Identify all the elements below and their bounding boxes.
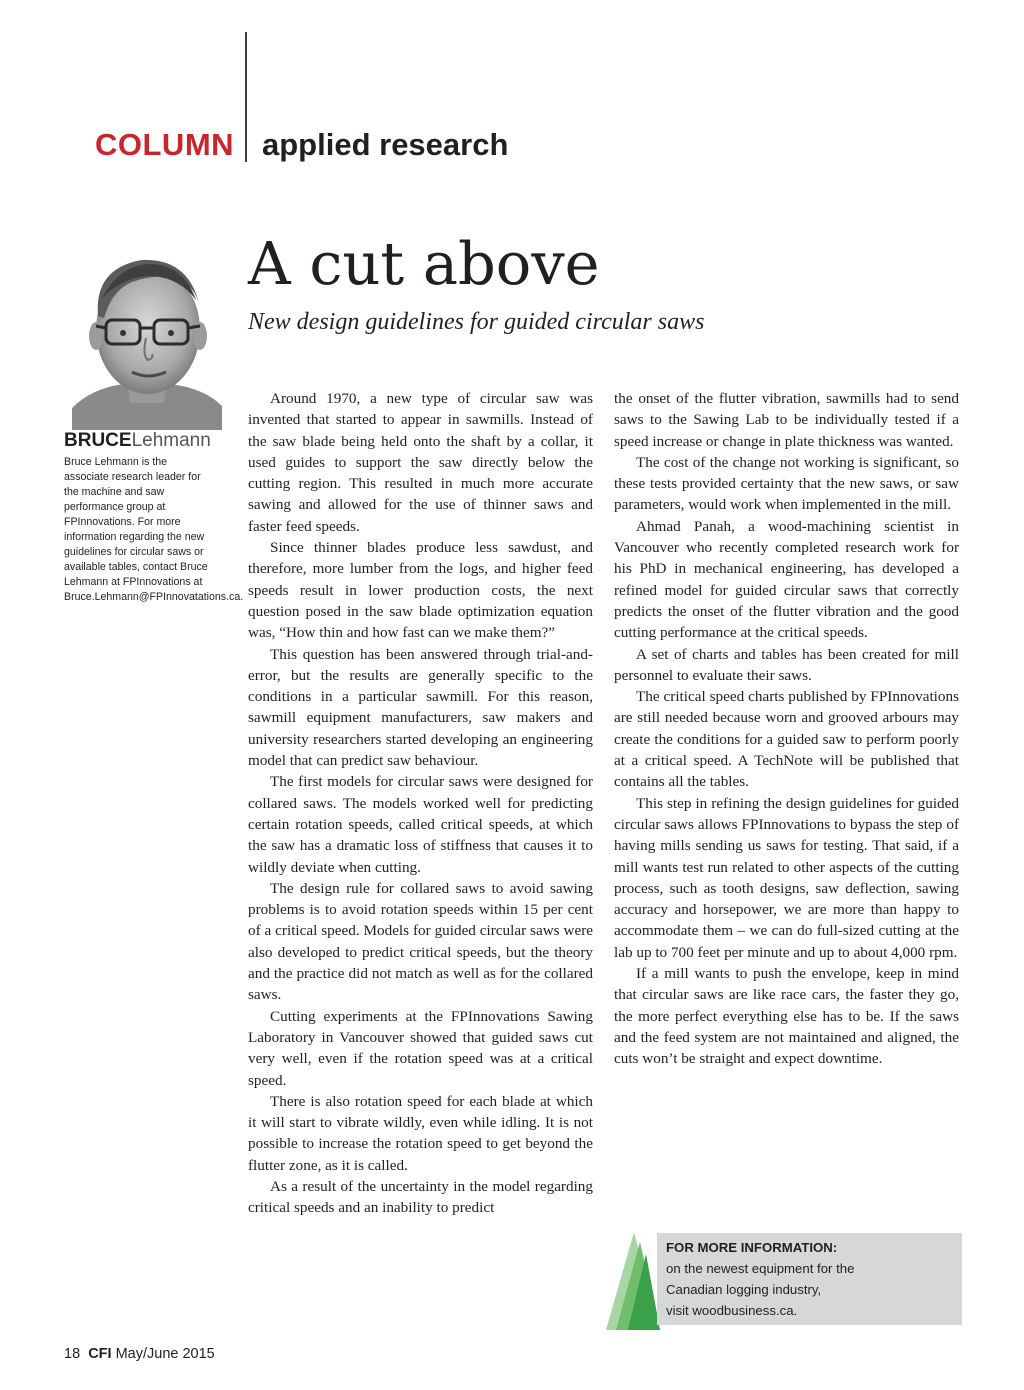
author-first-name: BRUCE	[64, 430, 132, 451]
paragraph: Cutting experiments at the FPInnovations Sawing Laboratory in Vancouver showed that guided saws cut very well, even if the rotation speed was at a critical speed.	[248, 1007, 593, 1089]
info-box-text	[666, 1237, 956, 1321]
paragraph: Since thinner blades produce less sawdust, and therefore, more lumber from the logs, and higher feed speeds result in lower production costs, the next question posed in the saw blade optimization equation was, “How thin and how fast can we make them?”	[248, 539, 593, 642]
paragraph: A set of charts and tables has been created for mill personnel to evaluate their saws.	[614, 645, 959, 684]
paragraph: The critical speed charts published by FPInnovations are still needed because worn and grooved arbours may create the conditions for a guided saw to perform poorly at a critical speed. A TechNote will be published that contains all the tables.	[614, 688, 959, 791]
paragraph: The first models for circular saws were designed for collared saws. The models worked well for predicting certain rotation speeds, called critical speeds, at which the saw has a dramatic loss of stiffness that causes it to wildly deviate when cutting.	[248, 773, 593, 876]
article-column-1	[248, 388, 593, 1219]
author-name	[64, 430, 211, 452]
info-box-title: FOR MORE INFORMATION:	[666, 1240, 838, 1255]
paragraph: Around 1970, a new type of circular saw was invented that started to appear in sawmills. Instead of the saw blade being held onto the shaft by a collar, it used guides to support the saw directly below the cutting region. This resulted in much more accurate sawing and allowed for the use of thinner saws and faster feed speeds.	[248, 390, 593, 535]
section-label: COLUMN	[95, 127, 235, 162]
paragraph: As a result of the uncertainty in the model regarding critical speeds and an inability to predict	[248, 1177, 593, 1217]
magazine-name: CFI	[88, 1346, 112, 1362]
paragraph: This question has been answered through trial-and-error, but the results are generally specific to the conditions in a particular sawmill. For this reason, sawmill equipment manufacturers, saw makers and university researchers started developing an engineering model that can predict saw behaviour.	[248, 645, 593, 770]
tree-arrow-icon	[606, 1232, 660, 1330]
article-column-2	[614, 388, 959, 1070]
paragraph: The design rule for collared saws to avoid sawing problems is to avoid rotation speeds within 15 per cent of a critical speed. Models for guided circular saws were also developed to predict critical speeds, but the theory and the practice did not match as well as for the collared saws.	[248, 879, 593, 1004]
paragraph-continued: the onset of the flutter vibration, sawmills had to send saws to the Sawing Lab to be individually tested if a speed increase or change in plate thickness was wanted.	[614, 390, 959, 450]
paragraph: This step in refining the design guidelines for guided circular saws allows FPInnovations to bypass the step of having mills sending us saws for testing. That said, if a mill wants test run related to other aspects of the cutting process, such as tooth designs, saw deflection, sawing accuracy and horsepower, we are more than happy to accommodate them – we can do full-sized cutting at the lab up to 700 feet per minute and up to about 4,000 rpm.	[614, 794, 959, 961]
paragraph: Ahmad Panah, a wood-machining scientist in Vancouver who recently completed research work for his PhD in mechanical engineering, has developed a refined model for guided circular saws that correctly predicts the onset of the flutter vibration and the good cutting performance at the critical speeds.	[614, 517, 959, 642]
info-box-link[interactable]: visit woodbusiness.ca.	[666, 1303, 798, 1318]
paragraph: The cost of the change not working is significant, so these tests provided certainty that the new saws, or saw parameters, would work when implemented in the mill.	[614, 453, 959, 514]
article-subtitle: New design guidelines for guided circular saws	[248, 309, 705, 335]
issue-date: May/June 2015	[115, 1346, 215, 1362]
author-last-name: Lehmann	[131, 430, 211, 451]
author-photo	[72, 238, 222, 430]
header-divider	[245, 32, 247, 162]
info-box-line: Canadian logging industry,	[666, 1282, 822, 1297]
article-title: A cut above	[248, 229, 600, 298]
column-name: applied research	[262, 127, 509, 162]
page-footer	[64, 1346, 215, 1362]
author-bio: Bruce Lehmann is the associate research leader for the machine and saw performance group at FPInnovations. For more information regarding the new guidelines for circular saws or available tables, contact Bruce Lehmann at FPInnovations at Bruce.Lehmann@FPInnovatations.ca.	[64, 456, 244, 603]
info-box-line: on the newest equipment for the	[666, 1261, 855, 1276]
author-portrait	[72, 238, 222, 430]
paragraph: If a mill wants to push the envelope, keep in mind that circular saws are like race cars, the faster they go, the more perfect everything else has to be. If the saws and the feed system are not maintained and aligned, the cuts won’t be straight and expect downtime.	[614, 965, 959, 1068]
page-number: 18	[64, 1346, 81, 1362]
paragraph: There is also rotation speed for each blade at which it will start to vibrate wildly, even while idling. It is not possible to increase the rotation speed to get beyond the flutter zone, as it is called.	[248, 1092, 593, 1174]
